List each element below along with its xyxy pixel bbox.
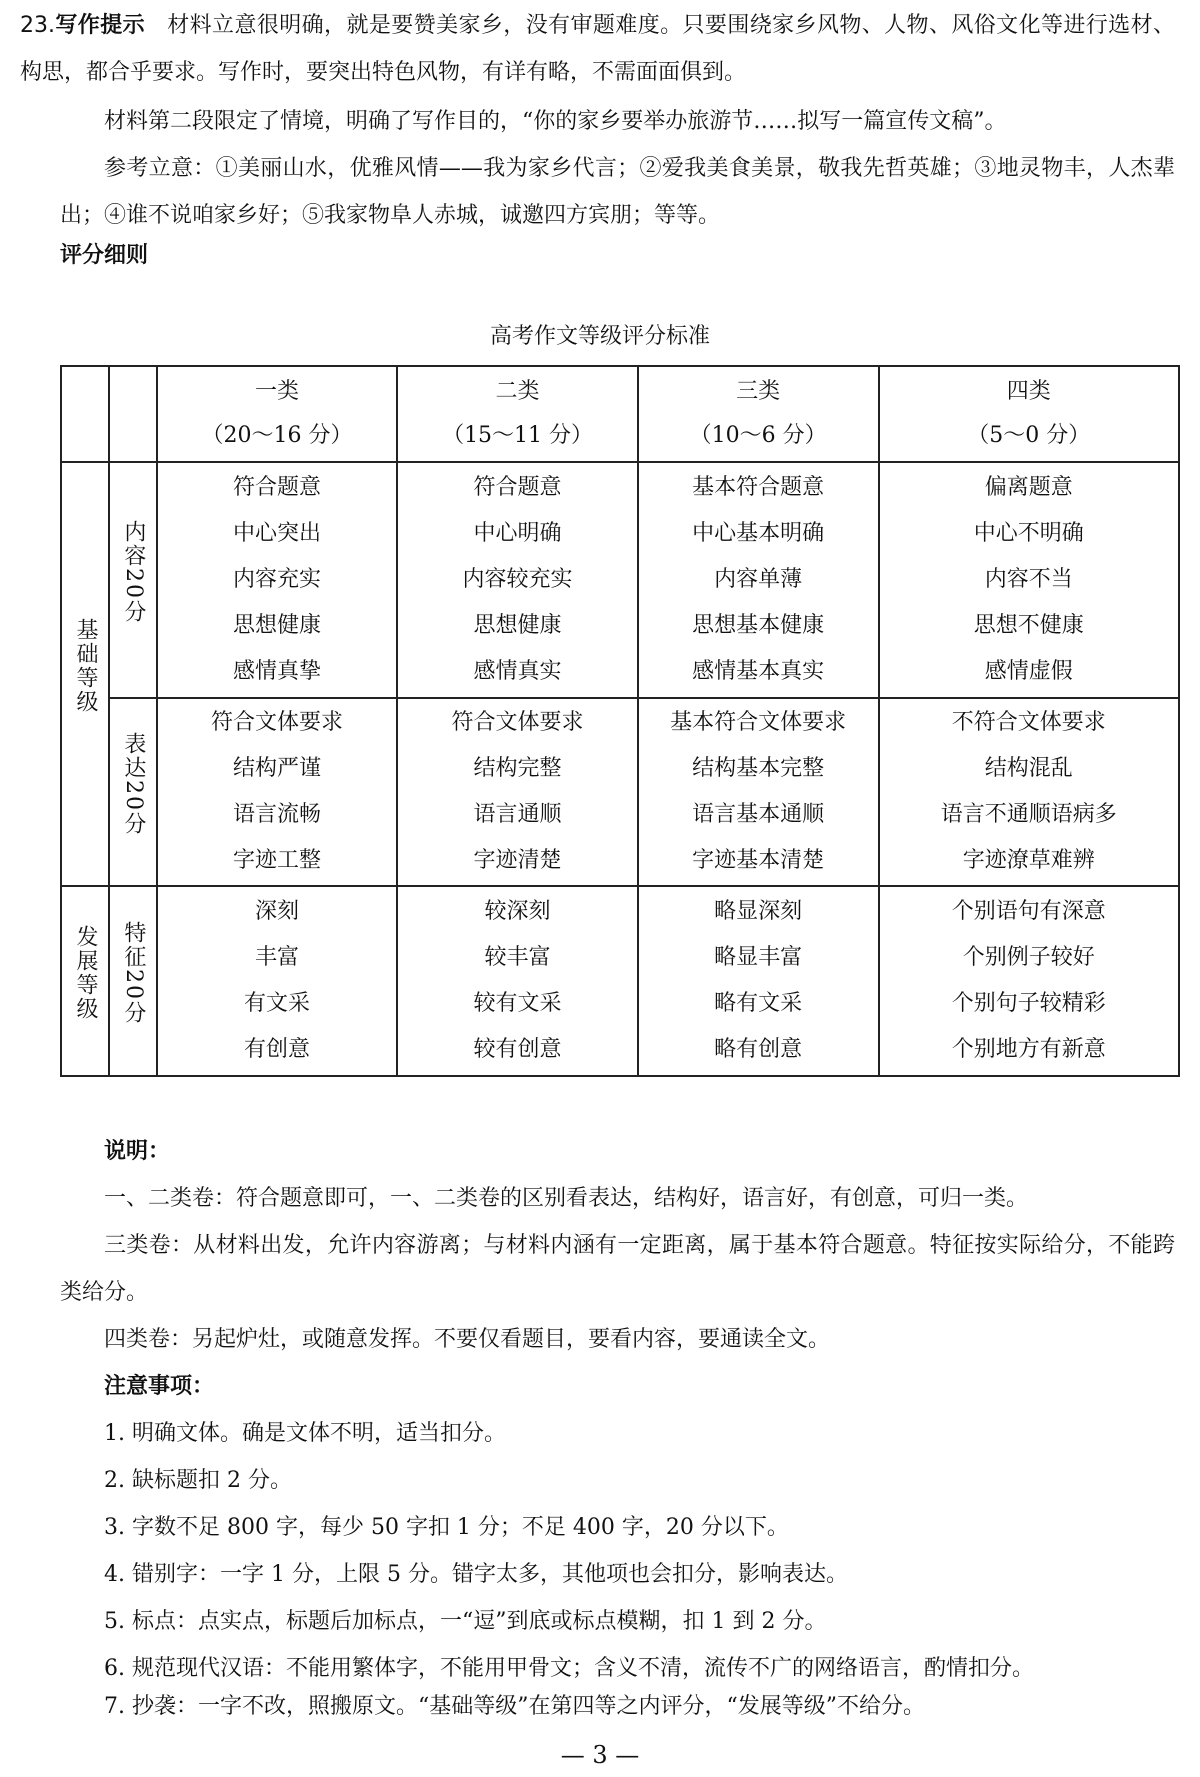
notes-heading: 说明：: [104, 1139, 171, 1164]
attention-item: 3. 字数不足 800 字，每少 50 字扣 1 分；不足 400 字，20 分以下。: [104, 1515, 789, 1540]
writing-tips-paragraph: [20, 2, 1175, 96]
table-header-row: [61, 366, 1179, 462]
content-cell: 符合题意 中心突出 内容充实 思想健康 感情真挚: [157, 462, 398, 698]
attention-item: 5. 标点：点实点，标题后加标点，一“逗”到底或标点模糊，扣 1 到 2 分。: [104, 1609, 827, 1634]
note-item: 一、二类卷：符合题意即可，一、二类卷的区别看表达，结构好，语言好，有创意，可归一类。: [104, 1186, 1029, 1211]
content-cell: 偏离题意 中心不明确 内容不当 思想不健康 感情虚假: [879, 462, 1179, 698]
attention-item: 4. 错别字：一字 1 分，上限 5 分。错字太多，其他项也会扣分，影响表达。: [104, 1562, 848, 1587]
feature-cell: 个别语句有深意 个别例子较好 个别句子较精彩 个别地方有新意: [879, 886, 1179, 1076]
writing-tips-heading: 写作提示: [55, 13, 146, 38]
expression-cell: 不符合文体要求 结构混乱 语言不通顺语病多 字迹潦草难辨: [879, 698, 1179, 886]
table-title: 高考作文等级评分标准: [489, 324, 710, 349]
attention-item: 1. 明确文体。确是文体不明，适当扣分。: [104, 1421, 506, 1446]
feature-cell: 深刻 丰富 有文采 有创意: [157, 886, 398, 1076]
expression-row: [61, 698, 1179, 886]
empty-corner-cell: [61, 366, 109, 462]
feature-row: [61, 886, 1179, 1076]
feature-label: 特征20分: [109, 886, 157, 1076]
reference-themes: 参考立意：①美丽山水，优雅风情——我为家乡代言；②爱我美食美景，敬我先哲英雄；③地灵物丰，人杰辈出；④谁不说咱家乡好；⑤我家物阜人赤城，诚邀四方宾朋；等等。: [60, 156, 1175, 228]
writing-tips-text: 材料立意很明确，就是要赞美家乡，没有审题难度。只要围绕家乡风物、人物、风俗文化等进行选材、构思，都合乎要求。写作时，要突出特色风物，有详有略，不需面面俱到。: [20, 13, 1175, 85]
content-row: [61, 462, 1179, 698]
class-header: 一类 （20～16 分）: [157, 366, 398, 462]
class-header: 三类 （10～6 分）: [638, 366, 879, 462]
scoring-heading: 评分细则: [60, 243, 149, 268]
question-number: 23.: [20, 13, 55, 38]
dev-level-label: 发展等级: [61, 886, 109, 1076]
empty-corner-cell: [109, 366, 157, 462]
attention-item: 2. 缺标题扣 2 分。: [104, 1468, 292, 1493]
note-item: 四类卷：另起炉灶，或随意发挥。不要仅看题目，要看内容，要通读全文。: [104, 1327, 831, 1352]
basic-level-label: 基础等级: [61, 462, 109, 886]
class-header: 四类 （5～0 分）: [879, 366, 1179, 462]
feature-cell: 较深刻 较丰富 较有文采 较有创意: [397, 886, 638, 1076]
expression-label: 表达20分: [109, 698, 157, 886]
content-cell: 符合题意 中心明确 内容较充实 思想健康 感情真实: [397, 462, 638, 698]
attention-item: 6. 规范现代汉语：不能用繁体字，不能用甲骨文；含义不清，流传不广的网络语言，酌情扣分。: [104, 1656, 1034, 1681]
writing-tips-context: 材料第二段限定了情境，明确了写作目的，“你的家乡要举办旅游节……拟写一篇宣传文稿”。: [104, 109, 1007, 134]
content-cell: 基本符合题意 中心基本明确 内容单薄 思想基本健康 感情基本真实: [638, 462, 879, 698]
expression-cell: 基本符合文体要求 结构基本完整 语言基本通顺 字迹基本清楚: [638, 698, 879, 886]
attention-item: 7. 抄袭：一字不改，照搬原文。“基础等级”在第四等之内评分，“发展等级”不给分。: [104, 1694, 925, 1719]
feature-cell: 略显深刻 略显丰富 略有文采 略有创意: [638, 886, 879, 1076]
content-label: 内容20分: [109, 462, 157, 698]
expression-cell: 符合文体要求 结构严谨 语言流畅 字迹工整: [157, 698, 398, 886]
note-item: 三类卷：从材料出发，允许内容游离；与材料内涵有一定距离，属于基本符合题意。特征按实际给分，不能跨类给分。: [60, 1233, 1175, 1305]
grading-table: [60, 365, 1180, 1077]
class-header: 二类 （15～11 分）: [397, 366, 638, 462]
page-number: — 3 —: [560, 1741, 640, 1769]
attention-heading: 注意事项：: [104, 1374, 215, 1399]
expression-cell: 符合文体要求 结构完整 语言通顺 字迹清楚: [397, 698, 638, 886]
